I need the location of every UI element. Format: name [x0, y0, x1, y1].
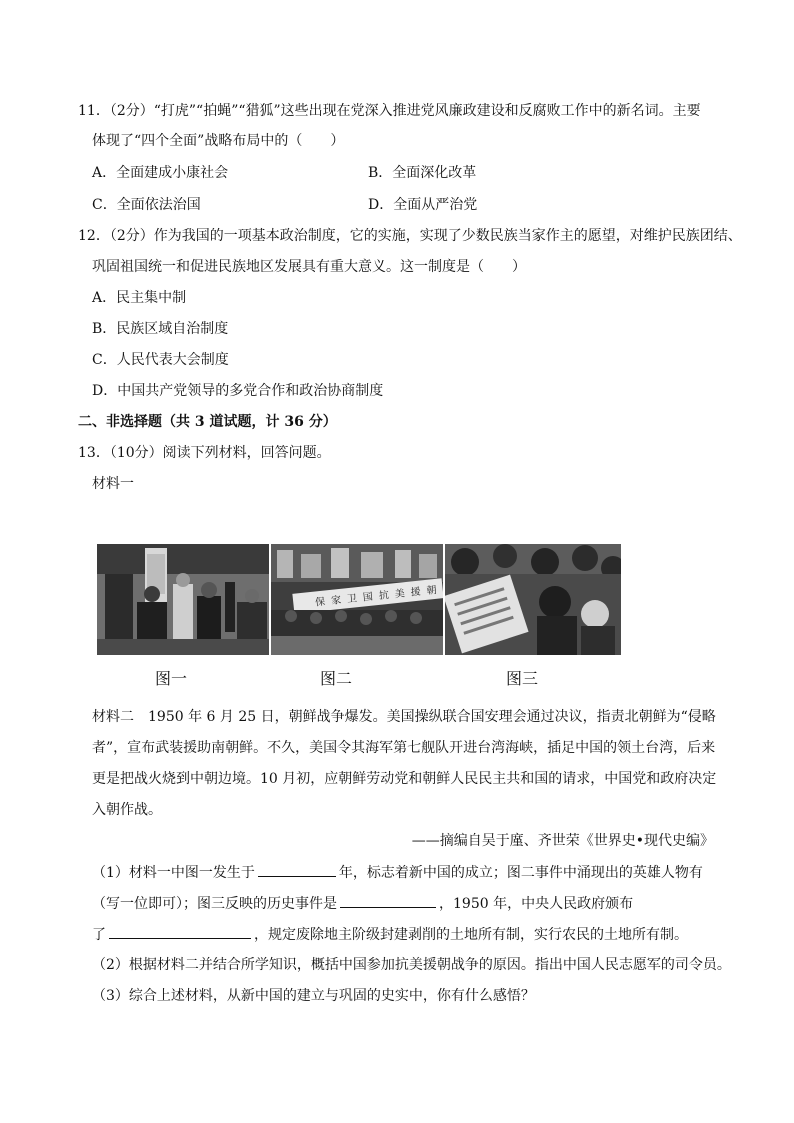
section-heading: 二、非选择题（共 3 道试题，计 36 分）	[78, 414, 337, 430]
caption-figure-3: 图三	[506, 669, 539, 688]
q12-stem-line1: 12．（2分）作为我国的一项基本政治制度，它的实施，实现了少数民族当家作主的愿望，对维护民族团结、	[78, 228, 742, 244]
material2-line1: 材料二 1950 年 6 月 25 日，朝鲜战争爆发。美国操纵联合国安理会通过决议，指责北朝鲜为“侵略	[92, 709, 716, 725]
material1-label: 材料一	[92, 476, 134, 492]
q12-option-a: A．民主集中制	[92, 290, 187, 306]
answer-blank-law[interactable]	[109, 924, 251, 939]
sub-question-1-line2	[92, 893, 633, 914]
sub1-text-e: 了	[92, 927, 106, 943]
material2-line2: 者”，宣布武装援助南朝鲜。不久，美国令其海军第七舰队开进台湾海峡，插足中国的领土台湾，后来	[92, 740, 716, 756]
photo-volunteer-army-parade	[271, 544, 443, 655]
q11-option-c: C．全面依法治国	[92, 197, 201, 213]
q11-option-a: A．全面建成小康社会	[92, 165, 229, 181]
sub-question-3: （3）综合上述材料，从新中国的建立与巩固的史实中，你有什么感悟？	[92, 988, 535, 1004]
material2-line3: 更是把战火烧到中朝边境。10 月初，应朝鲜劳动党和朝鲜人民民主共和国的请求，中国党和政府决定	[92, 771, 717, 787]
q11-option-b: B．全面深化改革	[368, 165, 477, 181]
answer-blank-year[interactable]	[258, 862, 336, 877]
sub1-text-f: ，规定废除地主阶级封建剥削的土地所有制，实行农民的土地所有制。	[254, 927, 688, 943]
q12-stem-line2: 巩固祖国统一和促进民族地区发展具有重大意义。这一制度是（ ）	[92, 259, 526, 275]
photo-founding-ceremony	[97, 544, 269, 655]
q11-option-d: D．全面从严治党	[368, 197, 478, 213]
q12-option-b: B．民族区域自治制度	[92, 321, 229, 337]
sub-question-1-line1	[92, 862, 703, 883]
photo-land-reform	[445, 544, 621, 655]
q11-stem-line1: 11．（2分）“打虎”“拍蝇”“猎狐”这些出现在党深入推进党风廉政建设和反腐败工作中的新名词。主要	[78, 103, 701, 119]
sub1-text-a: （1）材料一中图一发生于	[92, 865, 255, 881]
material2-source: ——摘编自吴于廑、齐世荣《世界史•现代史编》	[411, 833, 714, 849]
sub-question-2: （2）根据材料二并结合所学知识，概括中国参加抗美援朝战争的原因。指出中国人民志愿军的司令员。	[92, 957, 731, 973]
caption-figure-2: 图二	[320, 669, 353, 688]
material2-line4: 入朝作战。	[92, 802, 162, 818]
caption-figure-1: 图一	[155, 669, 188, 688]
sub1-text-d: ，1950 年，中央人民政府颁布	[439, 896, 634, 912]
q12-option-c: C．人民代表大会制度	[92, 352, 229, 368]
photo2-banner-text: 保家卫国抗美援朝	[314, 584, 443, 609]
q13-intro: 13．（10分）阅读下列材料，回答问题。	[78, 445, 331, 461]
sub-question-1-line3	[92, 924, 688, 945]
sub1-text-b: 年，标志着新中国的成立；图二事件中涌现出的英雄人物有	[338, 865, 703, 881]
answer-blank-event[interactable]	[340, 893, 436, 908]
sub1-text-c: （写一位即可）；图三反映的历史事件是	[92, 896, 337, 912]
q12-option-d: D．中国共产党领导的多党合作和政治协商制度	[92, 383, 384, 399]
q11-stem-line2: 体现了“四个全面”战略布局中的（ ）	[92, 133, 345, 149]
